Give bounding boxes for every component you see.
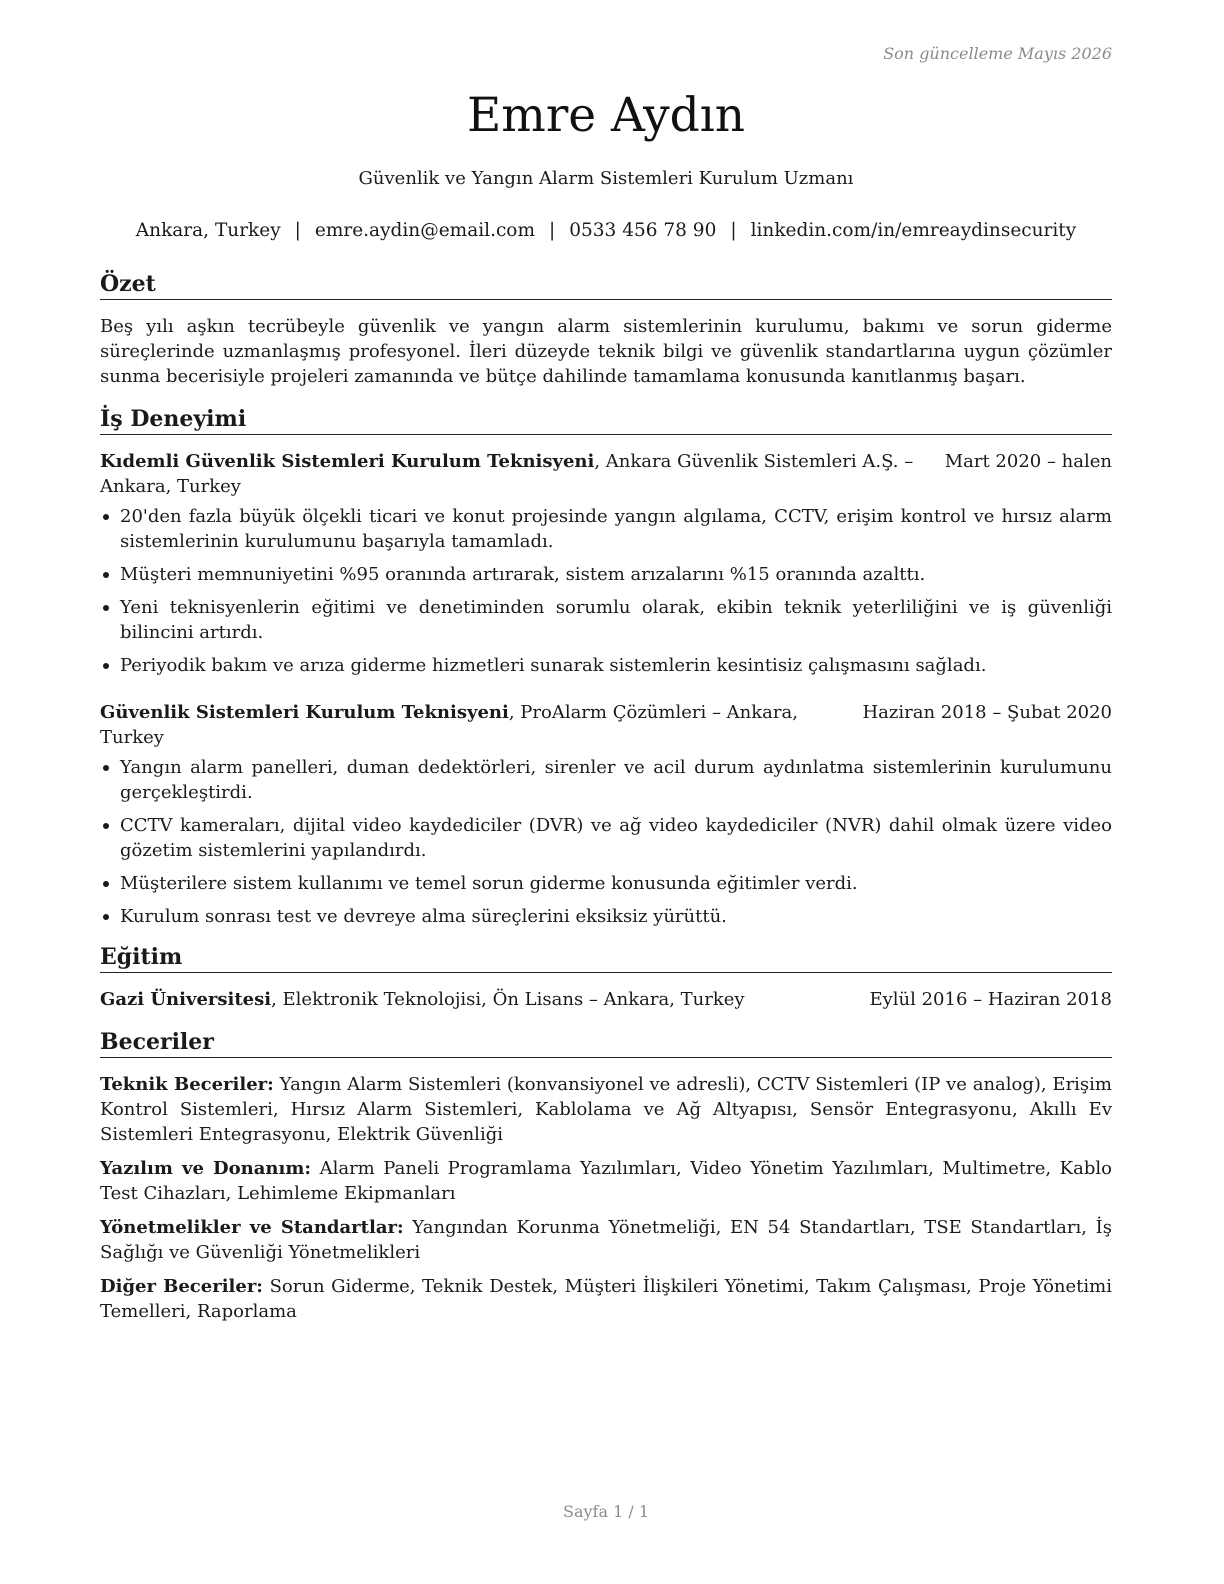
- skill-group: [100, 1274, 1112, 1324]
- list-item: Müşterilere sistem kullanımı ve temel sorun giderme konusunda eğitimler verdi.: [100, 871, 1112, 896]
- skill-text: Alarm Paneli Programlama Yazılımları, Video Yönetim Yazılımları, Multimetre, Kablo Test Cihazları, Lehimleme Ekipmanları: [100, 1158, 1112, 1204]
- skills-section: [100, 1028, 1112, 1324]
- list-item: CCTV kameraları, dijital video kaydediciler (DVR) ve ağ video kaydediciler (NVR) dahil olmak üzere video gözetim sistemlerini yapılandırdı.: [100, 813, 1112, 863]
- experience-section: [100, 405, 1112, 929]
- last-updated: Son güncelleme Mayıs 2026: [883, 44, 1112, 63]
- resume-page: [100, 0, 1112, 1584]
- skill-text: Yangından Korunma Yönetmeliği, EN 54 Standartları, TSE Standartları, İş Sağlığı ve Güvenliği Yönetmelikleri: [100, 1217, 1112, 1263]
- job-header: [100, 700, 1112, 750]
- candidate-name: Emre Aydın: [466, 88, 746, 143]
- list-item: Yangın alarm panelleri, duman dedektörleri, sirenler ve acil durum aydınlatma sistemlerinin kurulumunu gerçekleştirdi.: [100, 755, 1112, 805]
- list-item: Periyodik bakım ve arıza giderme hizmetleri sunarak sistemlerin kesintisiz çalışmasını sağladı.: [100, 653, 1112, 678]
- list-item: 20'den fazla büyük ölçekli ticari ve konut projesinde yangın algılama, CCTV, erişim kontrol ve hırsız alarm sistemlerinin kurulumunu başarıyla tamamladı.: [100, 504, 1112, 554]
- list-item: Müşteri memnuniyetini %95 oranında artırarak, sistem arızalarını %15 oranında azalttı.: [100, 562, 1112, 587]
- job-company: , Ankara Güvenlik Sistemleri A.Ş. – Ankara, Turkey: [100, 451, 914, 497]
- school-name: Gazi Üniversitesi: [100, 989, 272, 1010]
- contact-separator: |: [294, 220, 301, 241]
- page-number: Sayfa 1 / 1: [562, 1502, 649, 1521]
- skill-text: Yangın Alarm Sistemleri (konvansiyonel ve adresli), CCTV Sistemleri (IP ve analog), Erişim Kontrol Sistemleri, Hırsız Alarm Sistemleri, Kablolama ve Ağ Altyapısı, Sensör Entegrasyonu, Akıllı Ev Sistemleri Entegrasyonu, Elektrik Güvenliği: [100, 1074, 1112, 1145]
- job-bullets: [100, 504, 1112, 678]
- skill-group: [100, 1156, 1112, 1206]
- summary-text: Beş yılı aşkın tecrübeyle güvenlik ve yangın alarm sistemlerinin kurulumu, bakımı ve sorun giderme süreçlerinde uzmanlaşmış profesyonel. İleri düzeyde teknik bilgi ve güvenlik standartlarına uygun çözümler sunma becerisiyle projeleri zamanında ve bütçe dahilinde tamamlama konusunda kanıtlanmış başarı.: [100, 316, 1112, 387]
- job-role: Kıdemli Güvenlik Sistemleri Kurulum Teknisyeni: [100, 451, 595, 472]
- job-date: Mart 2020 – halen: [944, 451, 1112, 472]
- skill-text: Sorun Giderme, Teknik Destek, Müşteri İlişkileri Yönetimi, Takım Çalışması, Proje Yönetimi Temelleri, Raporlama: [100, 1276, 1112, 1322]
- contact-line: [100, 220, 1112, 241]
- education-detail: , Elektronik Teknolojisi, Ön Lisans – Ankara, Turkey: [271, 989, 745, 1010]
- contact-email[interactable]: emre.aydin@email.com: [314, 220, 535, 241]
- education-entry: [100, 987, 1112, 1012]
- skill-label: Yazılım ve Donanım:: [100, 1158, 312, 1179]
- section-heading-experience: İş Deneyimi: [100, 405, 1112, 435]
- job-entry: [100, 700, 1112, 929]
- section-heading-skills: Beceriler: [100, 1028, 1112, 1058]
- list-item: Kurulum sonrası test ve devreye alma süreçlerini eksiksiz yürüttü.: [100, 904, 1112, 929]
- summary-section: [100, 270, 1112, 389]
- contact-separator: |: [730, 220, 737, 241]
- section-heading-education: Eğitim: [100, 943, 1112, 973]
- job-date: Haziran 2018 – Şubat 2020: [862, 702, 1112, 723]
- contact-separator: |: [549, 220, 556, 241]
- skill-label: Teknik Beceriler:: [100, 1074, 274, 1095]
- job-role: Güvenlik Sistemleri Kurulum Teknisyeni: [100, 702, 509, 723]
- contact-linkedin[interactable]: linkedin.com/in/emreaydinsecurity: [750, 220, 1077, 241]
- job-company: , ProAlarm Çözümleri – Ankara, Turkey: [100, 702, 798, 748]
- section-heading-summary: Özet: [100, 270, 1112, 300]
- job-title: Güvenlik ve Yangın Alarm Sistemleri Kurulum Uzmanı: [358, 168, 854, 189]
- job-bullets: [100, 755, 1112, 929]
- skill-label: Yönetmelikler ve Standartlar:: [100, 1217, 404, 1238]
- skill-label: Diğer Beceriler:: [100, 1276, 263, 1297]
- education-section: [100, 943, 1112, 1012]
- skill-group: [100, 1215, 1112, 1265]
- list-item: Yeni teknisyenlerin eğitimi ve denetiminden sorumlu olarak, ekibin teknik yeterliliğini ve iş güvenliği bilincini artırdı.: [100, 595, 1112, 645]
- contact-location: Ankara, Turkey: [135, 220, 281, 241]
- job-header: [100, 449, 1112, 499]
- contact-phone: 0533 456 78 90: [569, 220, 717, 241]
- education-date: Eylül 2016 – Haziran 2018: [869, 989, 1112, 1010]
- skill-group: [100, 1072, 1112, 1147]
- job-entry: [100, 449, 1112, 678]
- resume-content: [100, 270, 1112, 1333]
